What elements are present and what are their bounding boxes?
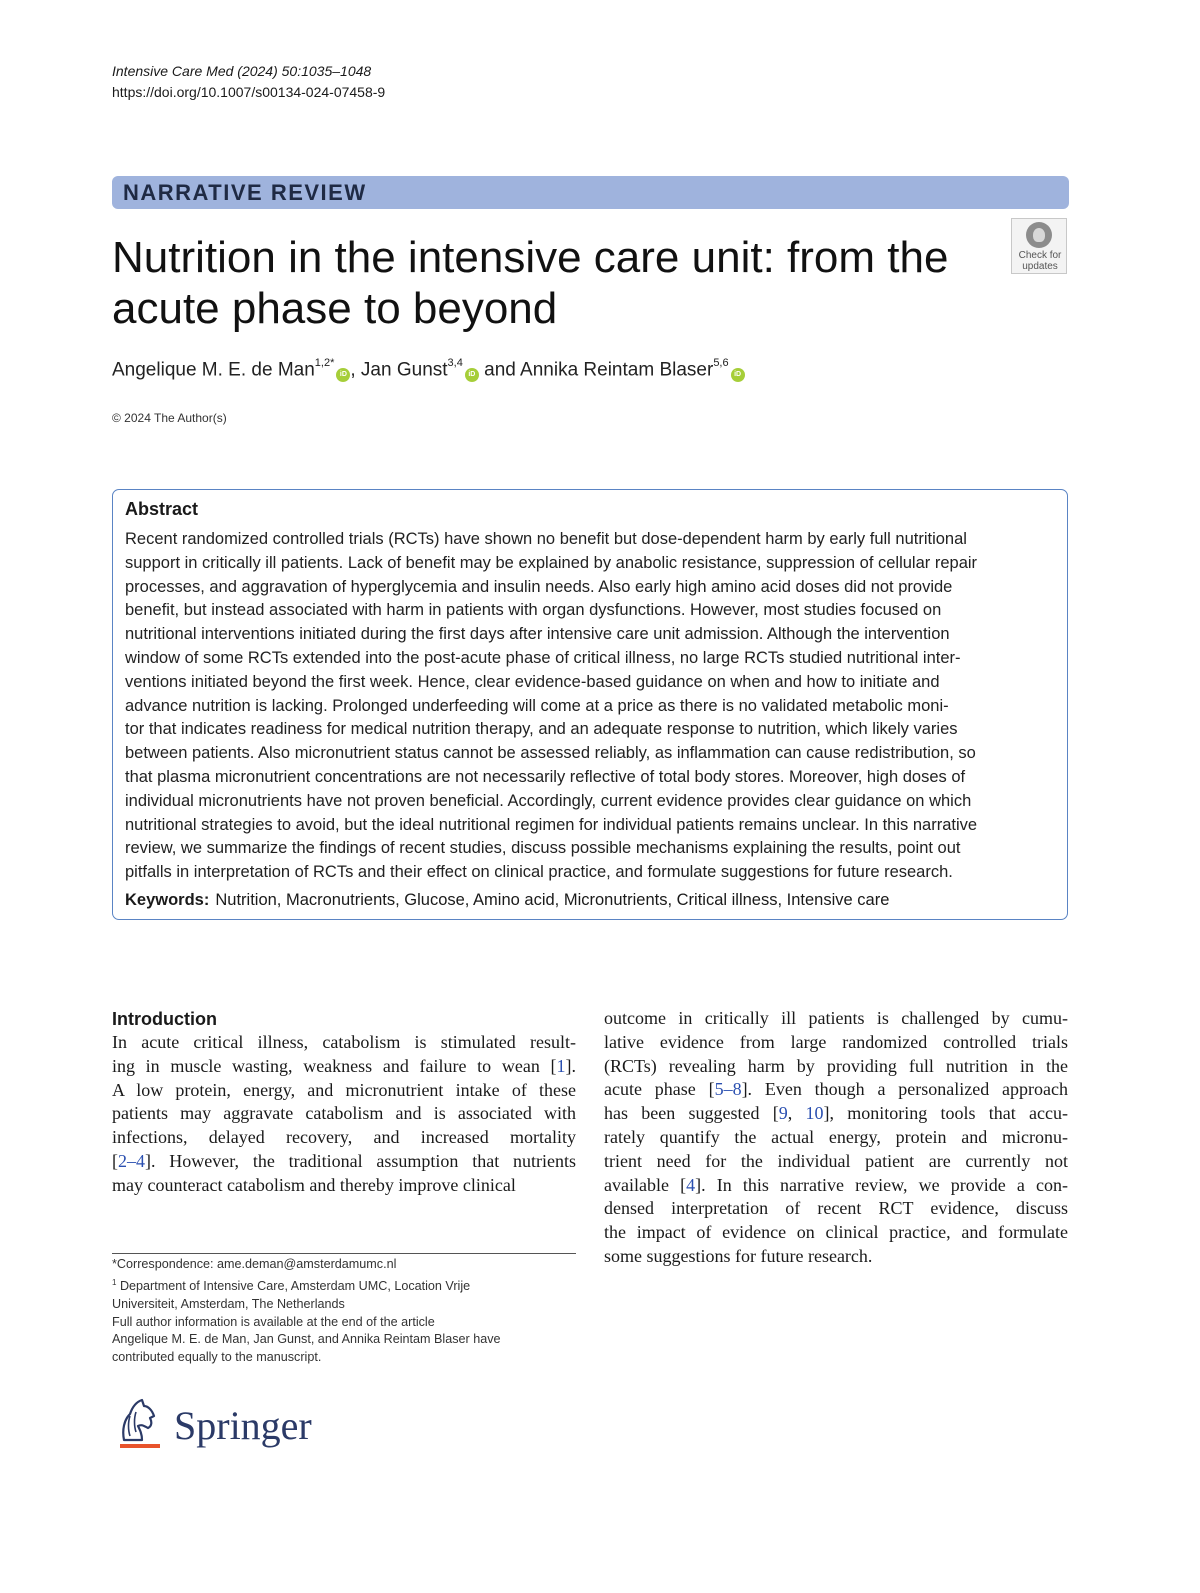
citation-link[interactable]: 10	[805, 1103, 824, 1124]
body-text: lative evidence from large randomized controlled trials	[604, 1031, 1068, 1052]
introduction-heading: Introduction	[112, 1009, 217, 1029]
body-text: infections, delayed recovery, and increased mortality	[112, 1127, 576, 1148]
affiliation-note	[112, 1274, 576, 1296]
abstract-line: individual micronutrients have not proven beneficial. Accordingly, current evidence provides clear guidance on which	[125, 791, 972, 810]
check-updates-label: updates	[1022, 261, 1058, 272]
body-line	[112, 1150, 576, 1174]
body-text: ]. Even though a personalized approach	[741, 1079, 1068, 1100]
body-line	[604, 1031, 1068, 1055]
affiliation-number: 1	[112, 1277, 117, 1287]
abstract-line: that plasma micronutrient concentrations are not necessarily reflective of total body stores. Moreover, high doses of	[125, 767, 966, 786]
body-text: ing in muscle wasting, weakness and failure to wean [	[112, 1055, 557, 1076]
body-text: the impact of evidence on clinical practice, and formulate	[604, 1222, 1068, 1243]
body-text: A low protein, energy, and micronutrient intake of these	[112, 1079, 576, 1100]
author-name[interactable]: and Annika Reintam Blaser	[478, 359, 714, 381]
abstract-heading: Abstract	[125, 499, 199, 519]
citation-link[interactable]: 5–8	[714, 1079, 742, 1100]
body-line	[604, 1078, 1068, 1102]
title-line: Nutrition in the intensive care unit: from the	[112, 233, 949, 282]
body-line	[604, 1197, 1068, 1221]
body-line	[604, 1007, 1068, 1031]
abstract-line: processes, and aggravation of hyperglycemia and insulin needs. Also early high amino acid doses did not provide	[125, 577, 953, 596]
affiliation-text: Department of Intensive Care, Amsterdam UMC, Location Vrije	[116, 1278, 471, 1293]
orcid-icon[interactable]: iD	[336, 368, 350, 382]
affiliation-note-cont: Universiteit, Amsterdam, The Netherlands	[112, 1296, 345, 1311]
body-text: may counteract catabolism and thereby improve clinical	[112, 1174, 516, 1195]
body-line	[604, 1126, 1068, 1150]
abstract-line: Recent randomized controlled trials (RCTs) have shown no benefit but dose-dependent harm by early full nutritional	[125, 530, 967, 548]
keywords-label: Keywords:	[125, 891, 210, 909]
body-text: ]. In this narrative review, we provide a con-	[695, 1174, 1068, 1195]
check-for-updates-button[interactable]	[1011, 218, 1067, 274]
body-text: ], monitoring tools that accu-	[823, 1103, 1068, 1124]
correspondence-note: *Correspondence: ame.deman@amsterdamumc.nl	[112, 1257, 397, 1271]
author-name[interactable]: , Jan Gunst	[350, 359, 448, 381]
footnote-divider	[112, 1253, 576, 1254]
body-column-right	[604, 1007, 1068, 1269]
body-line	[604, 1150, 1068, 1174]
abstract-line: pitfalls in interpretation of RCTs and their effect on clinical practice, and formulate suggestions for future research.	[125, 863, 953, 882]
body-text: some suggestions for future research.	[604, 1245, 873, 1266]
body-line	[604, 1055, 1068, 1079]
body-text: ,	[787, 1103, 806, 1124]
abstract-line: window of some RCTs extended into the post-acute phase of critical illness, no large RCTs studied nutritional inter-	[125, 648, 961, 667]
crossmark-icon	[1026, 222, 1052, 248]
springer-horse-icon	[112, 1396, 162, 1452]
body-line	[604, 1174, 1068, 1198]
body-line	[604, 1245, 1068, 1269]
body-line	[604, 1221, 1068, 1245]
body-line	[112, 1055, 576, 1079]
equal-contribution-note: Angelique M. E. de Man, Jan Gunst, and Annika Reintam Blaser have	[112, 1332, 501, 1347]
orcid-icon[interactable]: iD	[731, 368, 745, 382]
abstract-line: benefit, but instead associated with harm in patients with organ dysfunctions. However, most studies focused on	[125, 601, 942, 620]
abstract-line: nutritional interventions initiated during the first days after intensive care unit admission. Although the intervention	[125, 625, 950, 644]
body-text: acute phase [	[604, 1079, 715, 1100]
body-line	[112, 1031, 576, 1055]
body-text: [	[112, 1150, 118, 1171]
body-text: has been suggested [	[604, 1103, 779, 1124]
citation-link[interactable]: 4	[686, 1174, 696, 1195]
abstract-line: review, we summarize the findings of recent studies, discuss possible mechanisms explaining the results, point out	[125, 839, 961, 858]
springer-logo	[112, 1396, 332, 1454]
body-text: outcome in critically ill patients is challenged by cumu-	[604, 1008, 1068, 1028]
abstract-line: ventions initiated beyond the first week. Hence, clear evidence-based guidance on when and how to initiate and	[125, 672, 940, 691]
abstract-text	[125, 528, 1055, 885]
author-affiliation: 5,6	[713, 357, 729, 369]
body-text: available [	[604, 1174, 687, 1195]
doi-link[interactable]: https://doi.org/10.1007/s00134-024-07458-9	[112, 84, 386, 100]
check-updates-label: Check for	[1018, 250, 1062, 261]
body-line	[112, 1126, 576, 1150]
abstract-box	[112, 489, 1068, 920]
body-line	[112, 1079, 576, 1103]
citation-link[interactable]: 9	[778, 1103, 788, 1124]
keywords-list: Nutrition, Macronutrients, Glucose, Amino acid, Micronutrients, Critical illness, Intensive care	[215, 891, 890, 909]
article-title	[112, 232, 992, 334]
copyright-notice: © 2024 The Author(s)	[112, 411, 227, 425]
orcid-icon[interactable]: iD	[465, 368, 479, 382]
body-text: densed interpretation of recent RCT evidence, discuss	[604, 1198, 1068, 1219]
article-type-label: NARRATIVE REVIEW	[123, 180, 367, 205]
body-text: rately quantify the actual energy, protein and micronu-	[604, 1126, 1068, 1147]
body-text: trient need for the individual patient are currently not	[604, 1150, 1068, 1171]
body-text: (RCTs) revealing harm by providing full nutrition in the	[604, 1055, 1068, 1076]
abstract-line: tor that indicates readiness for medical nutrition therapy, and an adequate response to nutrition, which likely varies	[125, 720, 958, 739]
abstract-line: advance nutrition is lacking. Prolonged underfeeding will come at a price as there is no validated metabolic moni-	[125, 696, 949, 715]
body-text: patients may aggravate catabolism and is associated with	[112, 1103, 576, 1124]
author-affiliation: 3,4	[447, 357, 463, 369]
abstract-line: nutritional strategies to avoid, but the ideal nutritional regimen for individual patients remains unclear. In this narrative	[125, 815, 978, 834]
body-text: In acute critical illness, catabolism is stimulated result-	[112, 1032, 576, 1052]
equal-contribution-note-cont: contributed equally to the manuscript.	[112, 1350, 322, 1365]
springer-wordmark: Springer	[174, 1403, 312, 1448]
article-type-banner	[112, 176, 1069, 209]
keywords-row	[125, 888, 889, 912]
citation-link[interactable]: 1	[556, 1055, 566, 1076]
body-line	[604, 1102, 1068, 1126]
author-affiliation: 1,2*	[314, 357, 335, 369]
author-info-note: Full author information is available at the end of the article	[112, 1314, 435, 1329]
footnotes	[112, 1256, 576, 1367]
journal-citation: Intensive Care Med (2024) 50:1035–1048	[112, 63, 372, 79]
body-text: ]. However, the traditional assumption that nutrients	[145, 1150, 576, 1171]
citation-link[interactable]: 2–4	[118, 1150, 145, 1171]
body-line	[112, 1102, 576, 1126]
title-line: acute phase to beyond	[112, 284, 558, 333]
body-column-left	[112, 1031, 576, 1198]
abstract-line: between patients. Also micronutrient status cannot be assessed reliably, as inflammation can cause redistribution, so	[125, 744, 976, 763]
abstract-line: support in critically ill patients. Lack of benefit may be explained by anabolic resistance, suppression of cellular repair	[125, 553, 978, 572]
author-name[interactable]: Angelique M. E. de Man	[112, 359, 315, 381]
body-line	[112, 1174, 576, 1198]
author-list	[112, 352, 745, 383]
body-text: ].	[565, 1055, 576, 1076]
